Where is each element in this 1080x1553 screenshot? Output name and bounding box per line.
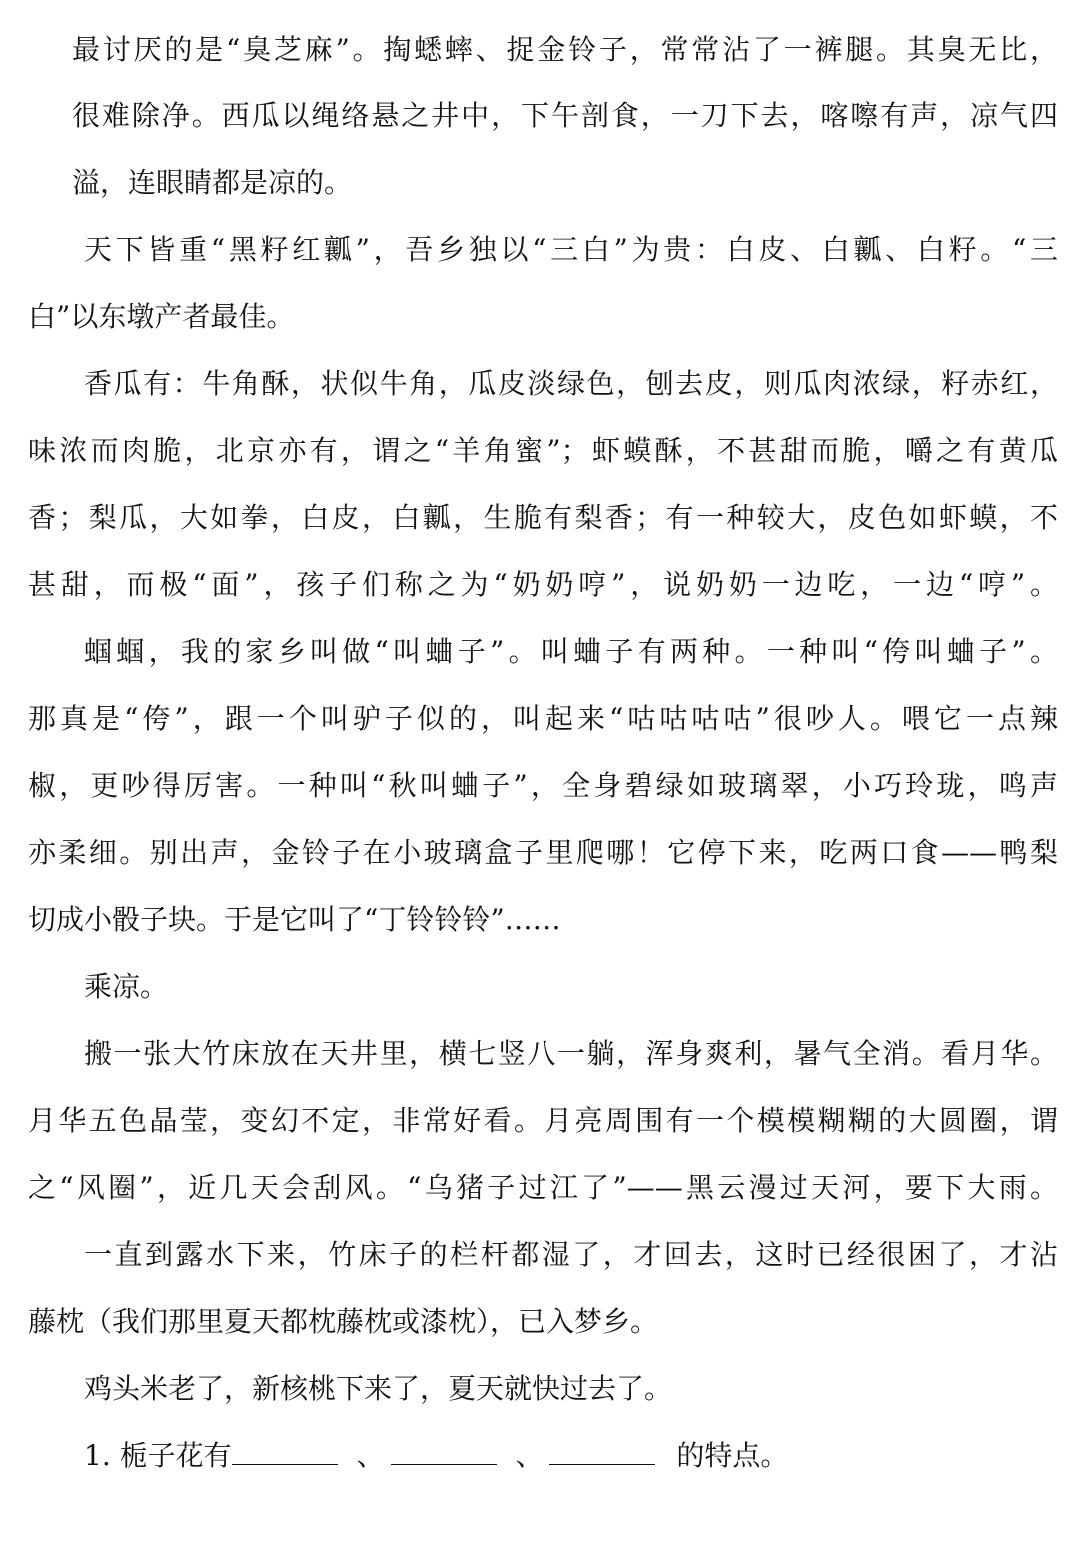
question-separator: 、 xyxy=(515,1439,544,1472)
text-line: 白”以东墩产者最佳。 xyxy=(28,300,295,333)
text-line: 藤枕（我们那里夏天都枕藤枕或漆枕），已入梦乡。 xyxy=(28,1305,659,1338)
text-line: 香；梨瓜，大如拳，白皮，白瓤，生脆有梨香；有一种较大，皮色如虾蟆，不 xyxy=(28,501,1058,534)
text-line: 亦柔细。别出声，金铃子在小玻璃盒子里爬哪！它停下来，吃两口食——鸭梨 xyxy=(28,836,1058,869)
text-line: 椒，更吵得厉害。一种叫“秋叫蛐子”，全身碧绿如玻璃翠，小巧玲珑，鸣声 xyxy=(28,769,1058,802)
text-line: 那真是“侉”，跟一个叫驴子似的，叫起来“咕咕咕咕”很吵人。喂它一点辣 xyxy=(28,702,1058,735)
question-prefix: 1. 栀子花有 xyxy=(84,1439,232,1472)
text-line: 甚甜，而极“面”，孩子们称之为“奶奶哼”，说奶奶一边吃，一边“哼”。 xyxy=(28,568,1058,601)
answer-blank-2[interactable] xyxy=(391,1438,497,1465)
text-line: 溢，连眼睛都是凉的。 xyxy=(72,166,353,199)
answer-blank-3[interactable] xyxy=(549,1438,655,1465)
answer-blank-1[interactable] xyxy=(232,1438,338,1465)
question-separator: 、 xyxy=(356,1439,385,1472)
text-line: 月华五色晶莹，变幻不定，非常好看。月亮周围有一个模模糊糊的大圆圈，谓 xyxy=(28,1104,1058,1137)
text-line: 之“风圈”，近几天会刮风。“乌猪子过江了”——黑云漫过天河，要下大雨。 xyxy=(28,1171,1058,1204)
text-line: 香瓜有：牛角酥，状似牛角，瓜皮淡绿色，刨去皮，则瓜肉浓绿，籽赤红， xyxy=(84,367,1058,400)
text-line: 最讨厌的是“臭芝麻”。掏蟋蟀、捉金铃子，常常沾了一裤腿。其臭无比， xyxy=(72,33,1058,66)
question-1 xyxy=(84,1436,1058,1476)
text-line: 鸡头米老了，新核桃下来了，夏天就快过去了。 xyxy=(84,1372,673,1405)
text-line: 乘凉。 xyxy=(84,970,169,1003)
text-line: 蝈蝈，我的家乡叫做“叫蛐子”。叫蛐子有两种。一种叫“侉叫蛐子”。 xyxy=(84,635,1058,668)
text-line: 搬一张大竹床放在天井里，横七竖八一躺，浑身爽利，暑气全消。看月华。 xyxy=(84,1037,1058,1070)
text-line: 天下皆重“黑籽红瓤”，吾乡独以“三白”为贵：白皮、白瓤、白籽。“三 xyxy=(84,233,1058,266)
text-line: 味浓而肉脆，北京亦有，谓之“羊角蜜”；虾蟆酥，不甚甜而脆，嚼之有黄瓜 xyxy=(28,434,1058,467)
text-line: 切成小骰子块。于是它叫了“丁铃铃铃”…… xyxy=(28,903,561,936)
question-suffix: 的特点。 xyxy=(676,1439,789,1472)
text-line: 很难除净。西瓜以绳络悬之井中，下午剖食，一刀下去，喀嚓有声，凉气四 xyxy=(72,99,1058,132)
text-line: 一直到露水下来，竹床子的栏杆都湿了，才回去，这时已经很困了，才沾 xyxy=(84,1238,1058,1271)
